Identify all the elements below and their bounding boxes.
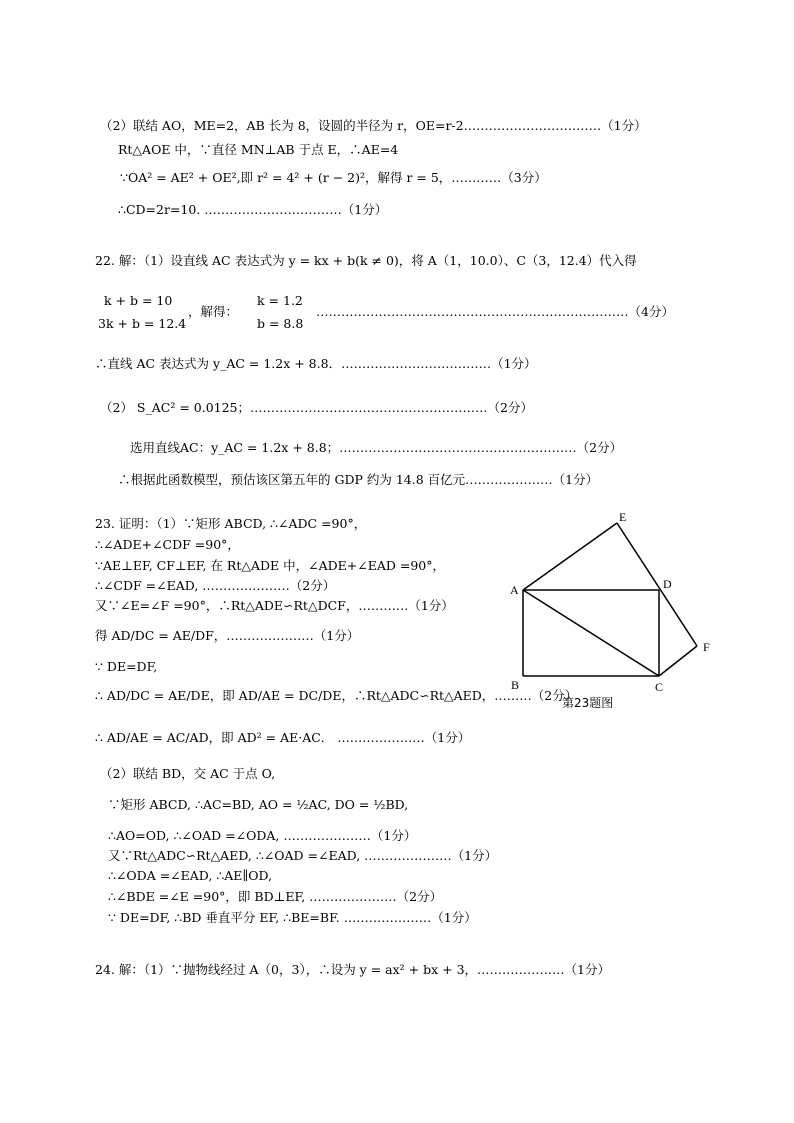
point-D-label: D	[663, 577, 672, 591]
text-line: ∴CD=2r=10. ……………………………（1分）	[118, 202, 388, 217]
point-B-label: B	[511, 678, 520, 692]
text-line: ∴∠ADE+∠CDF =90°，	[95, 537, 240, 552]
text-line: ∴ AD/AE = AC/AD，即 AD² = AE·AC． …………………（1分）	[95, 730, 471, 745]
text-line: 得 AD/DC = AE/DF，…………………（1分）	[95, 628, 360, 643]
text-line: ∵OA² = AE² + OE²,即 r² = 4² + (r − 2)²，解得 r = 5，…………（3分）	[120, 170, 547, 185]
text-line: b = 8.8	[257, 316, 304, 331]
text-line: Rt△AOE 中，∵直径 MN⊥AB 于点 E，∴AE=4	[118, 142, 399, 157]
text-line: ∴∠ODA =∠EAD, ∴AE∥OD,	[108, 868, 272, 883]
text-line: 又∵∠E=∠F =90°，∴Rt△ADE∽Rt△DCF，…………（1分）	[95, 598, 454, 613]
text-line: ∴∠BDE =∠E =90°，即 BD⊥EF, …………………（2分）	[108, 889, 443, 904]
segment-AE	[523, 523, 617, 590]
text-line: （2） S_AC² = 0.0125；…………………………………………………（2分）	[100, 400, 533, 415]
text-line: k = 1.2	[257, 293, 303, 308]
text-line: 3k + b = 12.4	[98, 316, 187, 331]
segment-EF	[617, 523, 697, 646]
text-line: ∵矩形 ABCD, ∴AC=BD, AO = ½AC, DO = ½BD,	[108, 797, 409, 812]
text-line: （2）联结 AO，ME=2，AB 长为 8，设圆的半径为 r，OE=r-2……………………………（1分）	[100, 118, 647, 133]
segment-CF	[659, 646, 697, 676]
text-line: ，解得：	[188, 304, 239, 319]
text-line: ∴ AD/DC = AE/DE，即 AD/AE = DC/DE，∴Rt△ADC∽Rt△AED，………（2分）	[95, 688, 578, 703]
text-line: ∴根据此函数模型，预估该区第五年的 GDP 约为 14.8 百亿元…………………（1分）	[118, 472, 599, 487]
text-line: ∵ DE=DF,	[95, 659, 158, 674]
text-line: k + b = 10	[104, 293, 173, 308]
point-C-label: C	[655, 680, 664, 694]
point-F-label: F	[703, 640, 710, 654]
point-E-label: E	[619, 510, 627, 524]
point-A-label: A	[510, 583, 519, 597]
figure-caption: 第23题图	[562, 696, 614, 710]
text-line: ∴∠CDF =∠EAD, …………………（2分）	[95, 578, 336, 593]
text-line: ∴直线 AC 表达式为 y_AC = 1.2x + 8.8．………………………………（1分）	[95, 356, 537, 371]
text-line: （2）联结 BD，交 AC 于点 O,	[100, 766, 276, 781]
segment-AC	[523, 590, 659, 676]
text-line: 22. 解：（1）设直线 AC 表达式为 y = kx + b(k ≠ 0)，将 A（1，10.0）、C（3，12.4）代入得	[95, 253, 637, 268]
text-line: ∵AE⊥EF, CF⊥EF, 在 Rt△ADE 中，∠ADE+∠EAD =90°，	[95, 558, 445, 573]
text-line: 23. 证明：（1）∵矩形 ABCD, ∴∠ADC =90°，	[95, 516, 367, 531]
text-line: 选用直线AC：y_AC = 1.2x + 8.8；…………………………………………………（2分）	[130, 440, 623, 455]
text-line: ∵ DE=DF, ∴BD 垂直平分 EF, ∴BE=BF. …………………（1分）	[108, 910, 477, 925]
text-line: …………………………………………………………………（4分）	[316, 304, 674, 319]
text-line: 24. 解：（1）∵抛物线经过 A（0，3），∴设为 y = ax² + bx + 3，…………………（1分）	[95, 962, 610, 977]
text-line: ∴AO=OD, ∴∠OAD =∠ODA, …………………（1分）	[108, 828, 417, 843]
text-line: 又∵Rt△ADC∽Rt△AED, ∴∠OAD =∠EAD, …………………（1分）	[108, 848, 498, 863]
